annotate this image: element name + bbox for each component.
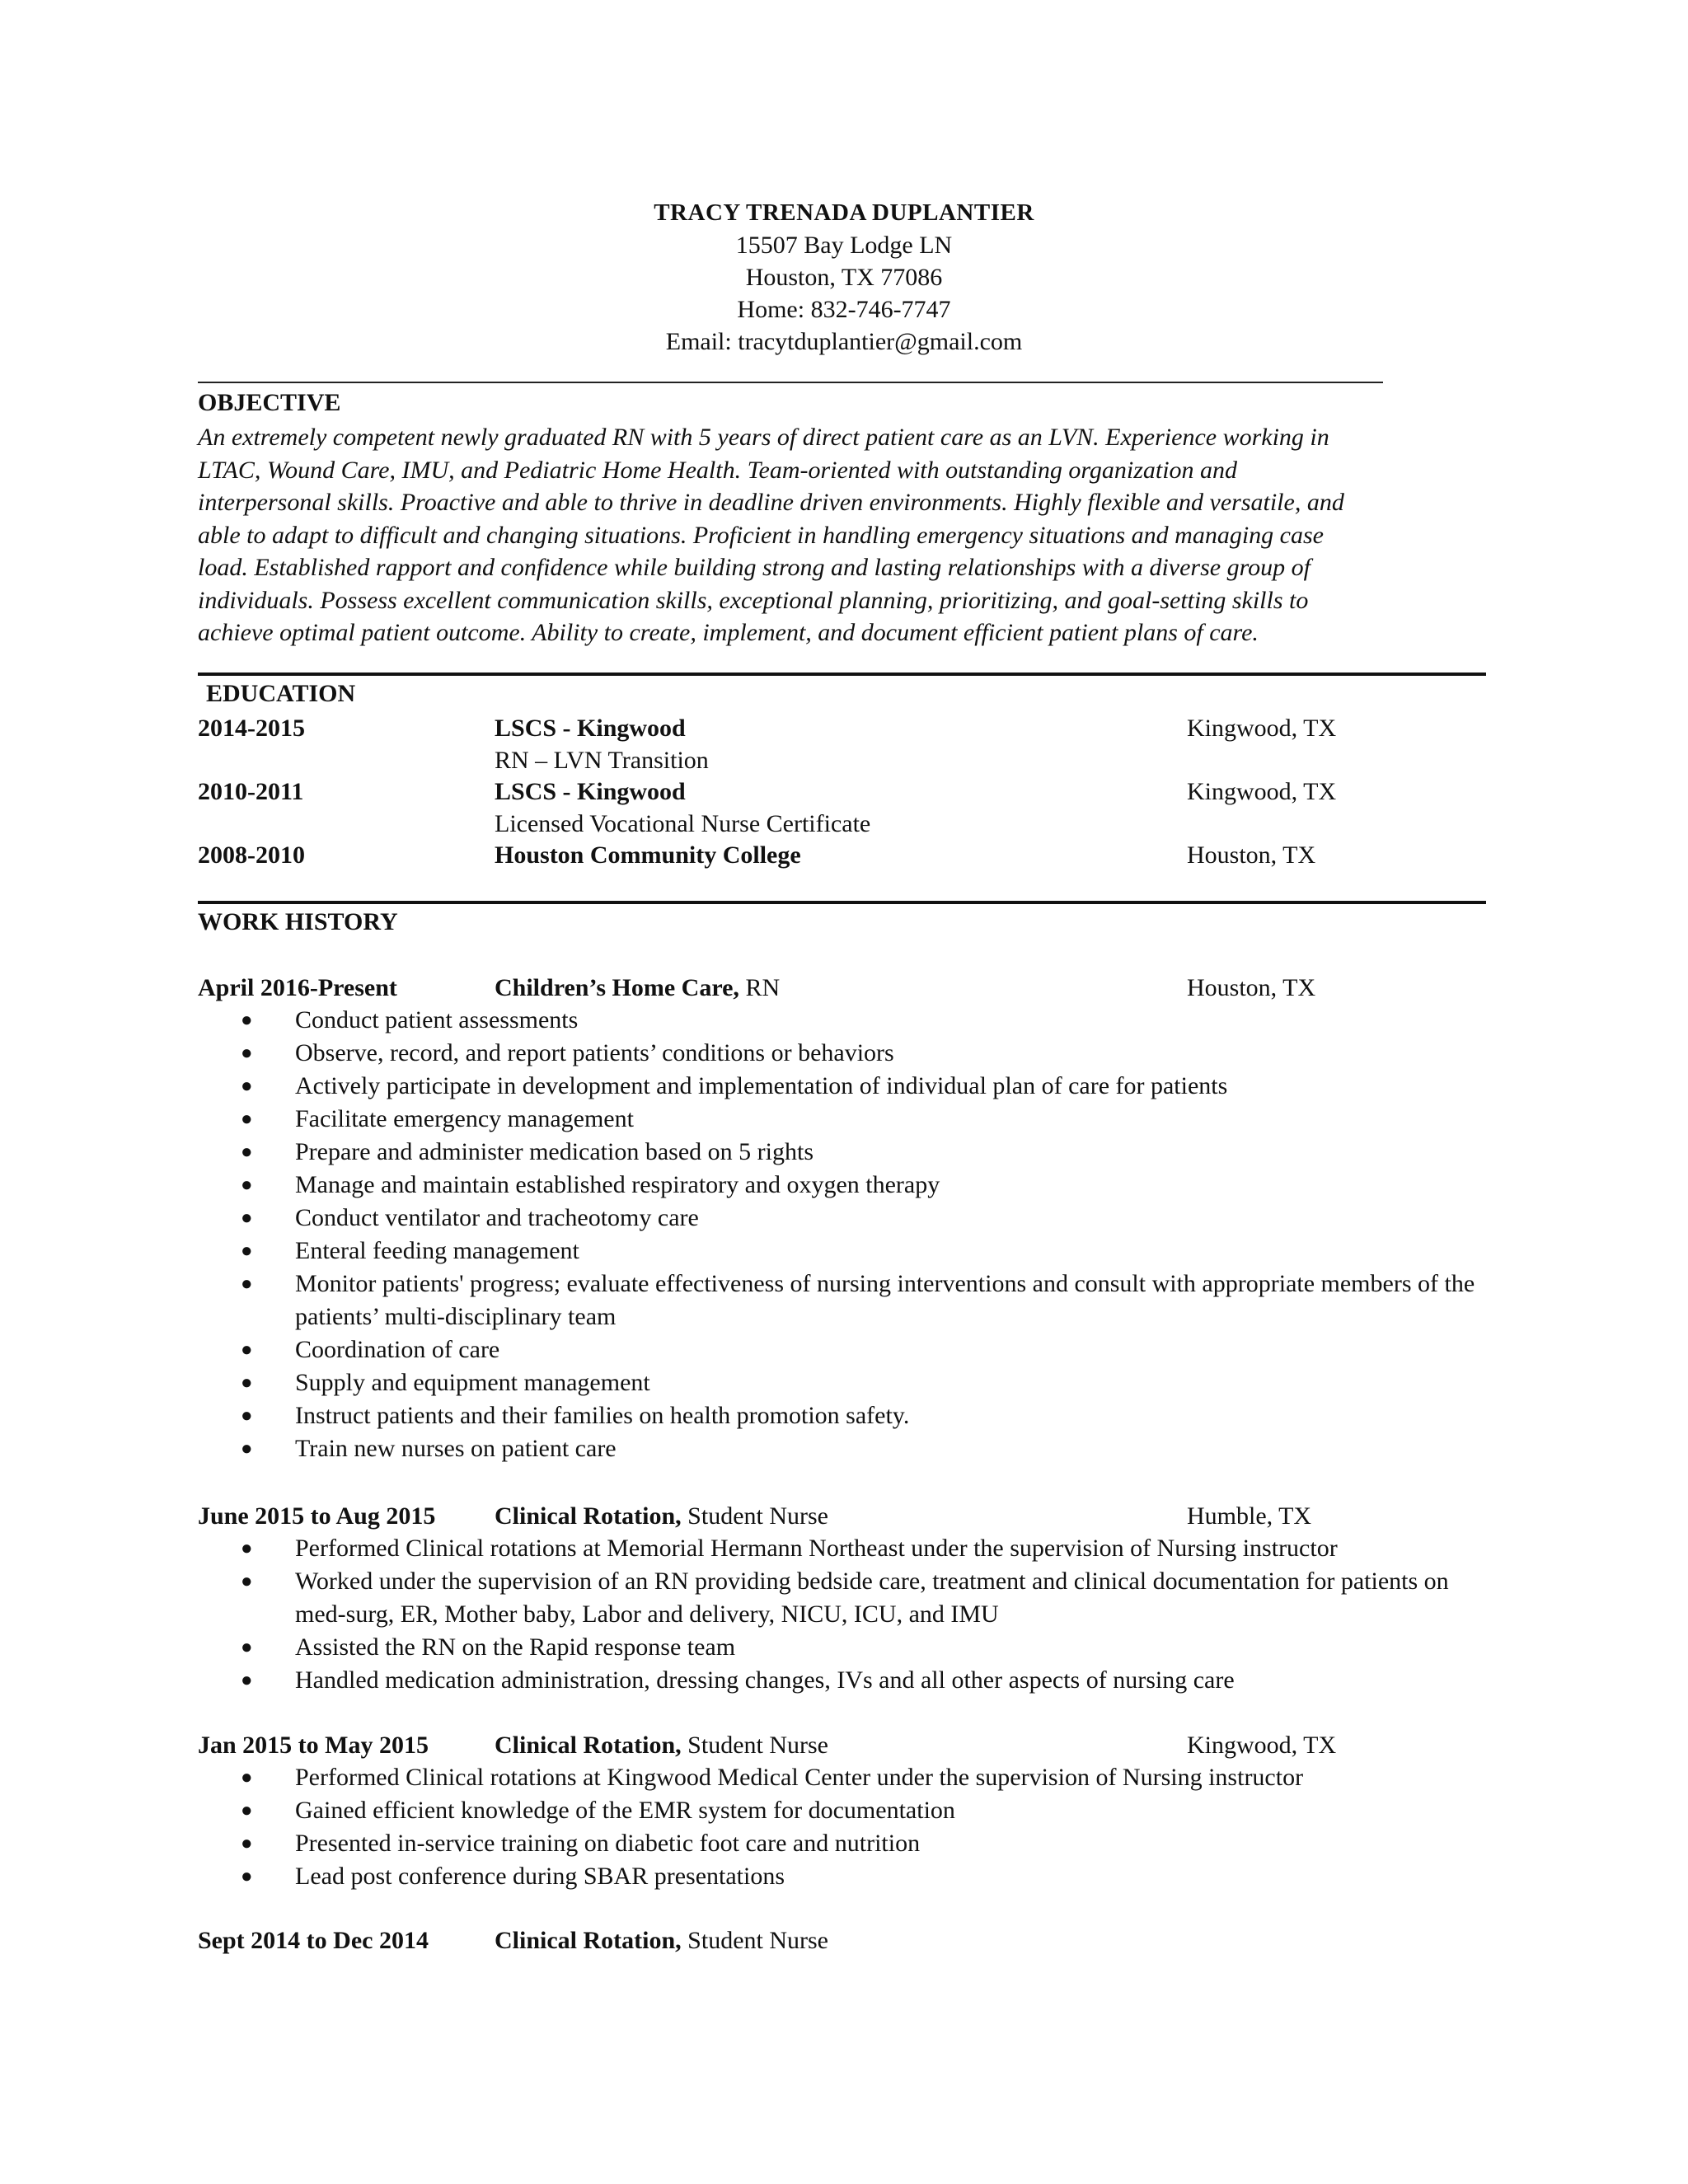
duty-item: ● Performed Clinical rotations at Memorial Hermann Northeast under the supervision of Nursing instructor: [198, 1532, 1500, 1565]
education-school: LSCS - Kingwood: [495, 715, 686, 742]
contact-header: [0, 197, 1688, 358]
duty-item: ● Monitor patients' progress; evaluate effectiveness of nursing interventions and consult with appropriate members of the patients’ multi-disciplinary team: [198, 1268, 1500, 1333]
objective-line: achieve optimal patient outcome. Ability to create, implement, and document efficient patient plans of care.: [198, 619, 1259, 646]
work-divider: [198, 901, 1486, 904]
duty-item: ● Assisted the RN on the Rapid response team: [198, 1631, 1500, 1664]
bullet-icon: ●: [241, 1767, 253, 1788]
objective-line: LTAC, Wound Care, IMU, and Pediatric Home Health. Team-oriented with outstanding organization and: [198, 456, 1238, 484]
job-employer: Clinical Rotation,: [495, 1502, 682, 1530]
job-duties: [198, 1532, 1500, 1697]
email: Email: tracytduplantier@gmail.com: [665, 328, 1023, 355]
bullet-icon: ●: [241, 1076, 253, 1097]
job-header: [198, 1729, 1517, 1761]
duty-item: ● Performed Clinical rotations at Kingwood Medical Center under the supervision of Nursing instructor: [198, 1761, 1500, 1794]
education-divider: [198, 673, 1486, 676]
phone: Home: 832-746-7747: [737, 296, 951, 323]
education-location: Houston, TX: [1187, 841, 1316, 869]
bullet-icon: ●: [241, 1866, 253, 1887]
job-header: [198, 1500, 1517, 1532]
job-duties: [198, 1761, 1500, 1893]
bullet-icon: ●: [241, 1174, 253, 1196]
candidate-name: TRACY TRENADA DUPLANTIER: [654, 199, 1034, 226]
duty-item: ● Conduct patient assessments: [198, 1004, 1500, 1037]
bullet-icon: ●: [241, 1571, 253, 1592]
duty-item: ● Conduct ventilator and tracheotomy care: [198, 1202, 1500, 1235]
bullet-icon: ●: [241, 1637, 253, 1658]
education-title: EDUCATION: [206, 680, 356, 707]
work-history-title: WORK HISTORY: [198, 908, 398, 935]
duty-item: ● Observe, record, and report patients’ conditions or behaviors: [198, 1037, 1500, 1070]
duty-item: ● Prepare and administer medication based on 5 rights: [198, 1136, 1500, 1169]
education-location: Kingwood, TX: [1187, 715, 1337, 742]
job-header: [198, 1924, 1517, 1957]
header-divider: [198, 382, 1383, 383]
job-duties: [198, 1004, 1500, 1465]
objective-line: load. Established rapport and confidence while building strong and lasting relationships with a diverse group of: [198, 554, 1311, 581]
job-location: Humble, TX: [1187, 1502, 1312, 1530]
education-detail-row: [198, 744, 1517, 776]
job-employer: Children’s Home Care,: [495, 974, 739, 1001]
job-title: [495, 1500, 828, 1532]
job-location: Kingwood, TX: [1187, 1732, 1337, 1759]
duty-item: ● Gained efficient knowledge of the EMR system for documentation: [198, 1794, 1500, 1827]
duty-item: ● Lead post conference during SBAR presentations: [198, 1860, 1500, 1893]
education-entry: [198, 712, 1517, 744]
education-school: Houston Community College: [495, 841, 801, 869]
job-role: Student Nurse: [687, 1502, 828, 1530]
bullet-icon: ●: [241, 1800, 253, 1821]
education-location: Kingwood, TX: [1187, 778, 1337, 805]
objective-title: OBJECTIVE: [198, 389, 341, 416]
duty-item: ● Actively participate in development and implementation of individual plan of care for patients: [198, 1070, 1500, 1103]
duty-item: ● Coordination of care: [198, 1333, 1500, 1366]
job-header: [198, 972, 1517, 1004]
bullet-icon: ●: [241, 1438, 253, 1460]
objective-line: interpersonal skills. Proactive and able to thrive in deadline driven environments. Highly flexible and versatile, and: [198, 489, 1344, 516]
bullet-icon: ●: [241, 1405, 253, 1427]
job-dates: Sept 2014 to Dec 2014: [198, 1927, 429, 1954]
education-years: 2010-2011: [198, 778, 304, 805]
education-detail: Licensed Vocational Nurse Certificate: [495, 810, 871, 837]
education-entry: [198, 776, 1517, 808]
objective-line: able to adapt to difficult and changing situations. Proficient in handling emergency situations and managing case: [198, 521, 1324, 549]
job-title: [495, 1729, 828, 1761]
address-line-2: Houston, TX 77086: [745, 264, 943, 291]
bullet-icon: ●: [241, 1538, 253, 1559]
duty-item: ● Facilitate emergency management: [198, 1103, 1500, 1136]
education-years: 2014-2015: [198, 715, 305, 742]
education-years: 2008-2010: [198, 841, 305, 869]
education-detail: RN – LVN Transition: [495, 747, 709, 774]
bullet-icon: ●: [241, 1043, 253, 1064]
job-location: Houston, TX: [1187, 974, 1316, 1001]
bullet-icon: ●: [241, 1273, 253, 1295]
bullet-icon: ●: [241, 1207, 253, 1229]
duty-item: ● Worked under the supervision of an RN providing bedside care, treatment and clinical documentation for patients on med-surg, ER, Mother baby, Labor and delivery, NICU, ICU, and IMU: [198, 1565, 1500, 1631]
education-detail-row: [198, 808, 1517, 840]
education-entry: [198, 839, 1517, 871]
objective-text: [198, 421, 1492, 649]
objective-line: An extremely competent newly graduated RN with 5 years of direct patient care as an LVN. Experience working in: [198, 424, 1329, 451]
bullet-icon: ●: [241, 1372, 253, 1394]
job-role: Student Nurse: [687, 1732, 828, 1759]
job-employer: Clinical Rotation,: [495, 1927, 682, 1954]
job-title: [495, 972, 780, 1004]
job-title: [495, 1924, 828, 1957]
duty-item: ● Presented in-service training on diabetic foot care and nutrition: [198, 1827, 1500, 1860]
duty-item: ● Supply and equipment management: [198, 1366, 1500, 1399]
duty-item: ● Manage and maintain established respiratory and oxygen therapy: [198, 1169, 1500, 1202]
job-dates: Jan 2015 to May 2015: [198, 1732, 429, 1759]
education-school: LSCS - Kingwood: [495, 778, 686, 805]
job-role: Student Nurse: [687, 1927, 828, 1954]
job-role: RN: [745, 974, 781, 1001]
bullet-icon: ●: [241, 1141, 253, 1163]
duty-item: ● Instruct patients and their families on health promotion safety.: [198, 1399, 1500, 1432]
duty-item: ● Handled medication administration, dressing changes, IVs and all other aspects of nursing care: [198, 1664, 1500, 1697]
bullet-icon: ●: [241, 1833, 253, 1854]
job-employer: Clinical Rotation,: [495, 1732, 682, 1759]
job-dates: April 2016-Present: [198, 974, 397, 1001]
bullet-icon: ●: [241, 1108, 253, 1130]
address-line-1: 15507 Bay Lodge LN: [735, 232, 953, 259]
job-dates: June 2015 to Aug 2015: [198, 1502, 436, 1530]
duty-item: ● Train new nurses on patient care: [198, 1432, 1500, 1465]
bullet-icon: ●: [241, 1339, 253, 1361]
duty-item: ● Enteral feeding management: [198, 1235, 1500, 1268]
bullet-icon: ●: [241, 1670, 253, 1691]
bullet-icon: ●: [241, 1010, 253, 1031]
objective-line: individuals. Possess excellent communication skills, exceptional planning, prioritizing, and goal-setting skills to: [198, 586, 1309, 614]
bullet-icon: ●: [241, 1240, 253, 1262]
